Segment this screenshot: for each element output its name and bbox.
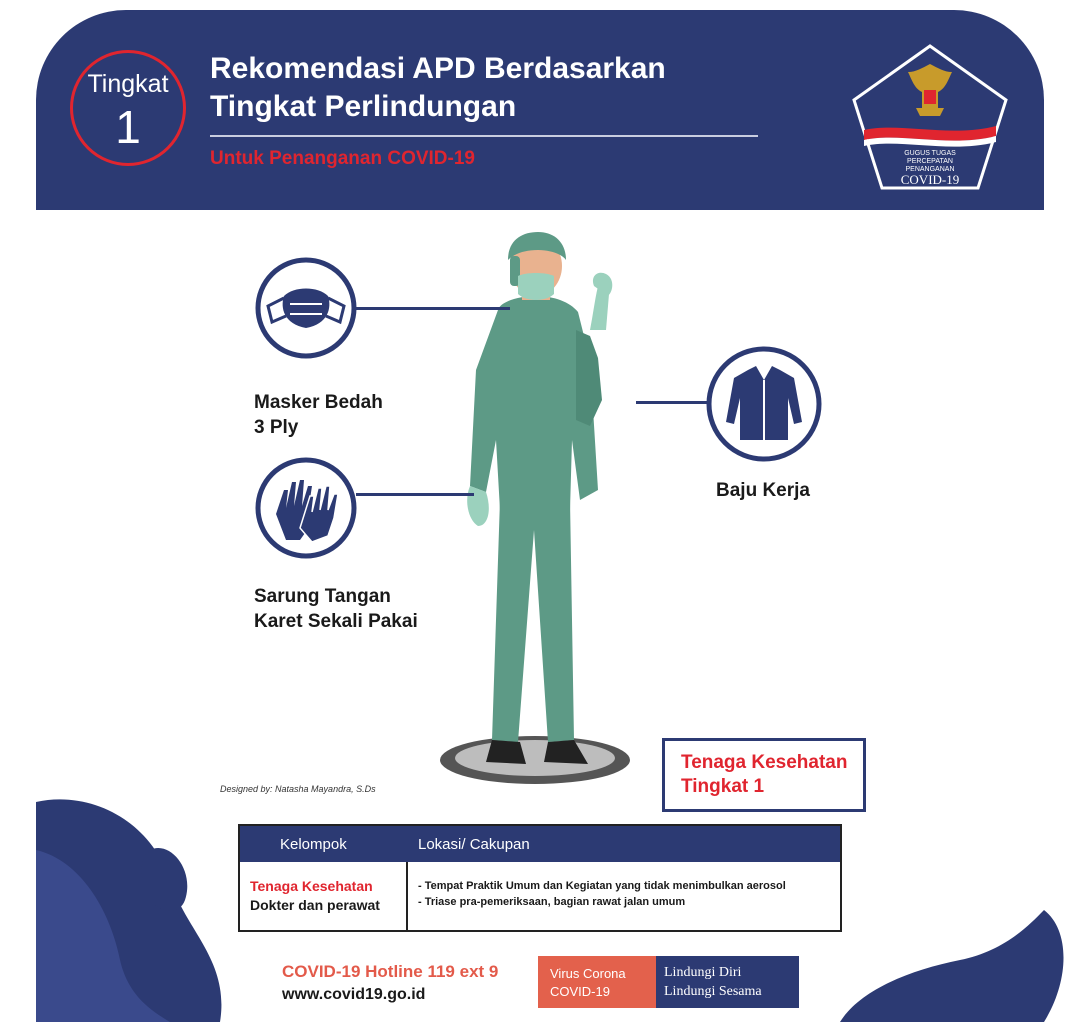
svg-text:PERCEPATAN: PERCEPATAN <box>907 158 953 165</box>
badge-left-line2: COVID-19 <box>550 984 610 999</box>
gloves-label-line2: Karet Sekali Pakai <box>254 611 418 632</box>
page-title-line1: Rekomendasi APD Berdasarkan <box>210 52 666 85</box>
surgical-mask-icon <box>254 256 358 360</box>
svg-text:COVID-19: COVID-19 <box>900 172 960 187</box>
mask-label <box>254 390 383 440</box>
mask-label-line1: Masker Bedah <box>254 392 383 413</box>
hotline-text: COVID-19 Hotline 119 ext 9 <box>282 962 499 981</box>
gloves-label-line1: Sarung Tangan <box>254 586 391 607</box>
page-title-line2: Tingkat Perlindungan <box>210 90 517 123</box>
gloves-label <box>254 584 418 634</box>
gloves-connector-line <box>356 493 474 496</box>
gugus-tugas-logo <box>850 42 1010 192</box>
table-cell-staff: Dokter dan perawat <box>250 897 380 913</box>
page-subtitle: Untuk Penanganan COVID-19 <box>210 148 475 169</box>
tenaga-box-line1: Tenaga Kesehatan <box>681 752 848 773</box>
mask-connector-line <box>356 307 510 310</box>
mask-label-line2: 3 Ply <box>254 417 299 438</box>
website-link[interactable]: www.covid19.go.id <box>282 986 426 1003</box>
tenaga-kesehatan-box <box>662 738 866 812</box>
coat-label: Baju Kerja <box>716 480 810 501</box>
table-location-item: - Tempat Praktik Umum dan Kegiatan yang tidak menimbulkan aerosol <box>418 880 786 892</box>
designer-credit: Designed by: Natasha Mayandra, S.Ds <box>220 784 376 794</box>
table-cell-role: Tenaga Kesehatan <box>250 878 373 894</box>
info-table <box>238 824 842 932</box>
svg-text:GUGUS TUGAS: GUGUS TUGAS <box>904 150 956 157</box>
badge-right-line1: Lindungi Diri <box>664 965 742 980</box>
virus-corona-badge <box>538 956 656 1008</box>
table-header-kelompok: Kelompok <box>280 836 347 853</box>
decorative-wave-left <box>0 790 240 1022</box>
badge-right-line2: Lindungi Sesama <box>664 984 762 999</box>
tenaga-box-line2: Tingkat 1 <box>681 776 765 797</box>
svg-text:PENANGANAN: PENANGANAN <box>905 166 955 173</box>
table-header-row <box>240 826 840 862</box>
health-worker-illustration <box>430 230 660 790</box>
coat-connector-line <box>636 401 708 404</box>
level-number: 1 <box>115 101 141 153</box>
table-header-lokasi: Lokasi/ Cakupan <box>418 836 530 853</box>
title-divider <box>210 135 758 137</box>
rubber-gloves-icon <box>254 456 358 560</box>
table-column-divider <box>406 862 408 930</box>
work-coat-icon <box>704 344 824 464</box>
lindungi-badge <box>656 956 799 1008</box>
table-location-item: - Triase pra-pemeriksaan, bagian rawat jalan umum <box>418 896 686 908</box>
decorative-wave-right <box>820 900 1080 1022</box>
level-word: Tingkat <box>87 70 169 98</box>
badge-left-line1: Virus Corona <box>550 966 626 981</box>
